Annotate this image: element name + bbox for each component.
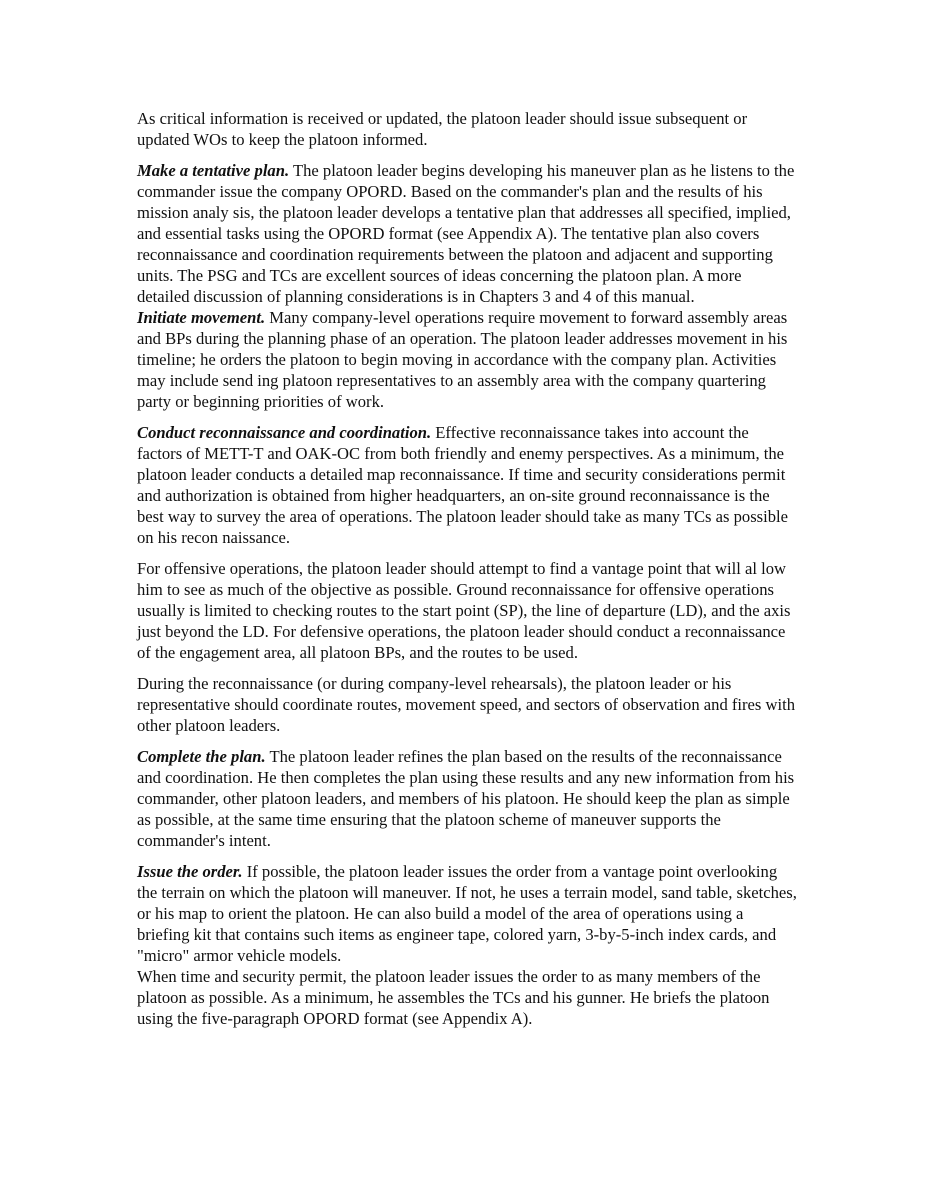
paragraph-complete-plan (137, 746, 797, 851)
paragraph-heading: Complete the plan. (137, 747, 266, 766)
paragraph-rehearsals (137, 673, 797, 736)
paragraph-tentative-plan (137, 160, 797, 307)
document-page (137, 108, 797, 1039)
paragraph-wo-updates (137, 108, 797, 150)
paragraph-text: The platoon leader refines the plan based on the results of the reconnaissance and coordination. He then completes the plan using these results and any new information from his commander, other platoon leaders, and members of his platoon. He should keep the plan as simple as possible, at the same time ensuring that the platoon scheme of maneuver supports the commander's intent. (137, 747, 795, 850)
paragraph-issue-order (137, 861, 797, 966)
paragraph-text: As critical information is received or updated, the platoon leader should issue subsequent or updated WOs to keep the platoon informed. (137, 109, 748, 149)
paragraph-text: Effective reconnaissance takes into account the factors of METT-T and OAK-OC from both friendly and enemy perspectives. As a minimum, the platoon leader conducts a detailed map reconnaissance. If time and security considerations permit and authorization is obtained from higher headquarters, an on-site ground reconnaissance is the best way to survey the area of operations. The platoon leader should take as many TCs as possible on his recon naissance. (137, 423, 788, 547)
paragraph-text: If possible, the platoon leader issues the order from a vantage point overlooking the terrain on which the platoon will maneuver. If not, he uses a terrain model, sand table, sketches, or his map to orient the platoon. He can also build a model of the area of operations using a briefing kit that contains such items as engineer tape, colored yarn, 3-by-5-inch index cards, and "micro" armor vehicle models. (137, 862, 797, 965)
paragraph-reconnaissance (137, 422, 797, 548)
paragraph-text: For offensive operations, the platoon leader should attempt to find a vantage point that will al low him to see as much of the objective as possible. Ground reconnaissance for offensive operations usually is limited to checking routes to the start point (SP), the line of departure (LD), and the axis just beyond the LD. For defensive operations, the platoon leader should conduct a reconnaissance of the engagement area, all platoon BPs, and the routes to be used. (137, 559, 791, 662)
paragraph-text: When time and security permit, the platoon leader issues the order to as many members of the platoon as possible. As a minimum, he assembles the TCs and his gunner. He briefs the platoon using the five-paragraph OPORD format (see Appendix A). (137, 967, 770, 1028)
paragraph-heading: Make a tentative plan. (137, 161, 290, 180)
paragraph-text: The platoon leader begins developing his maneuver plan as he listens to the commander issue the company OPORD. Based on the commander's plan and the results of his mission analy sis, the platoon leader develops a tentative plan that addresses all specified, implied, and essential tasks using the OPORD format (see Appendix A). The tentative plan also covers reconnaissance and coordination requirements between the platoon and adjacent and supporting units. The PSG and TCs are excellent sources of ideas concerning the platoon plan. A more detailed discussion of planning considerations is in Chapters 3 and 4 of this manual. (137, 161, 795, 306)
paragraph-text: Many company-level operations require movement to forward assembly areas and BPs during the planning phase of an operation. The platoon leader addresses movement in his timeline; he orders the platoon to begin moving in accordance with the company plan. Activities may include send ing platoon representatives to an assembly area with the company quartering party or beginning priorities of work. (137, 308, 788, 411)
paragraph-heading: Conduct reconnaissance and coordination. (137, 423, 432, 442)
paragraph-time-security (137, 966, 797, 1029)
paragraph-text: During the reconnaissance (or during company-level rehearsals), the platoon leader or his representative should coordinate routes, movement speed, and sectors of observation and fires with other platoon leaders. (137, 674, 796, 735)
paragraph-heading: Issue the order. (137, 862, 243, 881)
paragraph-offensive-operations (137, 558, 797, 663)
paragraph-heading: Initiate movement. (137, 308, 266, 327)
paragraph-initiate-movement (137, 307, 797, 412)
